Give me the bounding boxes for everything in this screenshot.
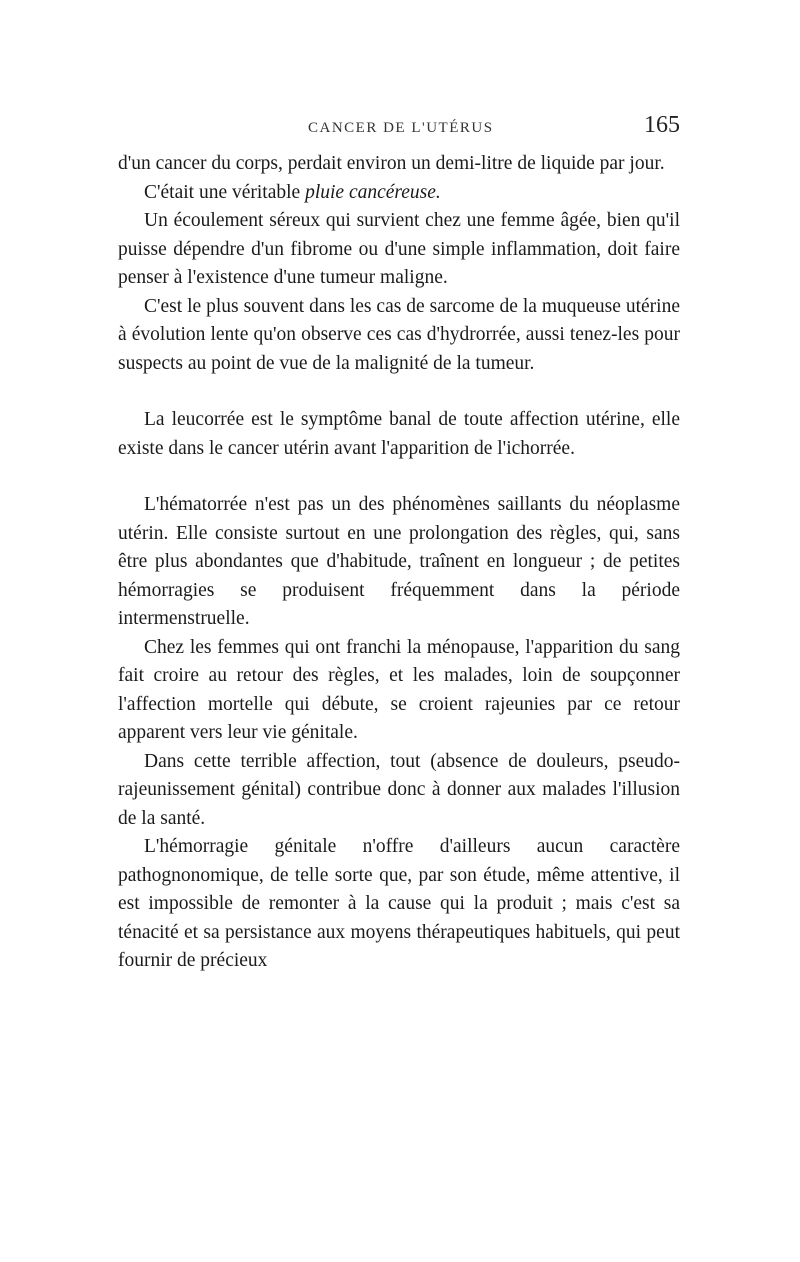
paragraph-3: Un écoulement séreux qui survient chez une femme âgée, bien qu'il puisse dépendre d'un fibrome ou d'une simple inflammation, doit faire penser à l'existence d'une tumeur maligne. [118, 210, 680, 288]
paragraph-9: L'hémorragie génitale n'offre d'ailleurs aucun caractère pathognonomique, de telle sorte que, par son étude, même attentive, il est impossible de remonter à la cause qui la produit ; mais c'est sa ténacité et sa persistance aux moyens thérapeutiques habituels, qui peut fournir de précieux [118, 836, 680, 971]
running-title: CANCER DE L'UTÉRUS [308, 120, 494, 136]
page-header [118, 112, 680, 146]
paragraph-8: Dans cette terrible affection, tout (absence de douleurs, pseudo-rajeunissement génital) contribue donc à donner aux malades l'illusion de la santé. [118, 750, 680, 829]
page-number: 165 [644, 112, 680, 138]
body-text [118, 150, 680, 976]
paragraph-7: Chez les femmes qui ont franchi la ménopause, l'apparition du sang fait croire au retour des règles, et les malades, loin de soupçonner l'affection mortelle qui débute, se croient rajeunies par ce retour apparent vers leur vie génitale. [118, 636, 680, 743]
paragraph-2-emphasis: pluie cancéreuse. [305, 181, 441, 203]
paragraph-2 [118, 179, 680, 208]
paragraph-5: La leucorrée est le symptôme banal de toute affection utérine, elle existe dans le cancer utérin avant l'apparition de l'ichorrée. [118, 409, 680, 459]
paragraph-4: C'est le plus souvent dans les cas de sarcome de la muqueuse utérine à évolution lente qu'on observe ces cas d'hydrorrée, aussi tenez-les pour suspects au point de vue de la malignité de la tumeur. [118, 295, 680, 374]
paragraph-1: d'un cancer du corps, perdait environ un demi-litre de liquide par jour. [118, 153, 665, 174]
paragraph-6: L'hématorrée n'est pas un des phénomènes saillants du néoplasme utérin. Elle consiste surtout en une prolongation des règles, qui, sans être plus abondantes que d'habitude, traînent en longueur ; de petites hémorragies se produisent fréquemment dans la période intermenstruelle. [118, 494, 680, 629]
paragraph-2-text: C'était une véritable [144, 181, 306, 203]
